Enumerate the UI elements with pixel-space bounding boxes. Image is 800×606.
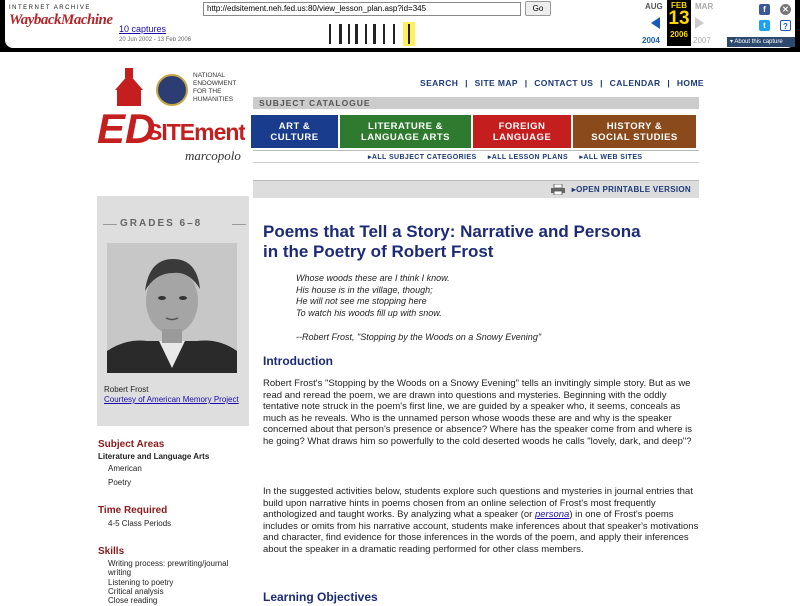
learning-objectives-heading: Learning Objectives: [263, 590, 378, 604]
timeline-bar[interactable]: [365, 24, 367, 44]
page-title: [263, 222, 703, 262]
poem-line: His house is in the village, though;: [296, 284, 433, 295]
logo-ed-text: ED: [97, 105, 156, 152]
photo-caption-name: Robert Frost: [104, 385, 149, 394]
page-title-line: Poems that Tell a Story: Narrative and Persona: [263, 222, 641, 241]
all-web-sites-link[interactable]: ▸ALL WEB SITES: [579, 154, 643, 161]
persona-link[interactable]: persona: [534, 509, 570, 520]
nav-separator: |: [667, 78, 671, 88]
neh-label[interactable]: [193, 72, 236, 104]
nav-separator: |: [465, 78, 468, 88]
category-line: SOCIAL STUDIES: [591, 132, 678, 143]
category-history-social-studies[interactable]: [572, 114, 697, 149]
skill-item: writing: [108, 568, 132, 577]
subject-item: Poetry: [108, 478, 132, 487]
subject-main: Literature and Language Arts: [98, 452, 210, 461]
subject-catalogue-bar: [253, 97, 699, 109]
poem-line: Whose woods these are I think I know.: [296, 273, 450, 283]
skill-item: Critical analysis: [108, 587, 164, 596]
neh-line: HUMANITIES: [193, 96, 234, 103]
subject-areas-heading: Subject Areas: [98, 439, 165, 450]
bell-tower-icon: [125, 68, 133, 78]
open-printable-version-label: OPEN PRINTABLE VERSION: [576, 185, 691, 194]
wayback-logo[interactable]: [9, 5, 113, 39]
nav-contact-us[interactable]: CONTACT US: [534, 78, 594, 88]
grades-rule: [232, 224, 246, 225]
help-icon[interactable]: ?: [780, 20, 791, 31]
robert-frost-photo: [107, 243, 237, 373]
grades-rule: [103, 224, 117, 225]
timeline-bar[interactable]: [329, 24, 331, 44]
poem-line: He will not see me stopping here: [296, 296, 427, 306]
wayback-next-month: MAR: [695, 2, 714, 11]
wayback-url-input[interactable]: http://edsitement.neh.fed.us:80/view_lesson_plan.asp?id=345: [203, 2, 521, 16]
intro-paragraph-2: [263, 486, 703, 555]
time-required-heading: Time Required: [98, 505, 168, 516]
photo-credit-link[interactable]: Courtesy of American Memory Project: [104, 395, 239, 404]
category-art-culture[interactable]: [250, 114, 339, 149]
logo-site-text: SITEment: [147, 119, 245, 145]
category-line: ART &: [278, 121, 311, 132]
skill-item: Writing process: prewriting/journal: [108, 559, 229, 568]
sub-nav: [368, 153, 652, 161]
about-capture-label: About this capture: [734, 39, 783, 45]
introduction-heading: Introduction: [263, 354, 333, 368]
nav-home[interactable]: HOME: [676, 78, 704, 88]
intro-paragraph-1: Robert Frost's "Stopping by the Woods on a Snowy Evening" tells an invitingly simple story. But as we read and reread the poem, we are drawn into questions and mysteries. Beginning with the oddly tentative note struck in the poem's first line, we are guided by a speaker who, it seems, conceals as much as he reveals. Who is the unnamed person whose woods these are and why is the speaker concerned about that person's presence or absence? Where has the speaker come from and where is he going? What draws him so powerfully to the cold deserted woods he calls "lovely, dark, and deep"?: [263, 378, 693, 447]
category-line: HISTORY &: [606, 121, 663, 132]
next-capture-arrow-icon: [695, 17, 704, 29]
top-nav: [420, 78, 708, 88]
wayback-current-capture: [667, 0, 691, 46]
category-foreign-language[interactable]: [472, 114, 572, 149]
neh-line: ENDOWMENT: [193, 80, 237, 87]
timeline-bar[interactable]: [383, 24, 385, 44]
current-year: 2006: [670, 30, 688, 39]
facebook-icon[interactable]: f: [759, 4, 770, 15]
wayback-prev-year[interactable]: 2004: [642, 36, 660, 45]
nav-separator: |: [524, 78, 528, 88]
neh-seal-icon[interactable]: [156, 74, 188, 106]
divider: [253, 162, 699, 163]
skill-item: Listening to poetry: [108, 578, 174, 587]
logo-sub-text: marcopolo: [185, 148, 241, 163]
category-line: LITERATURE &: [368, 121, 443, 132]
poem-excerpt: [296, 273, 450, 319]
all-subject-categories-link[interactable]: ▸ALL SUBJECT CATEGORIES: [368, 154, 477, 161]
photo-caption: [104, 385, 244, 405]
current-month: FEB: [671, 1, 687, 10]
wayback-capture-timeline[interactable]: [203, 22, 635, 46]
schoolhouse-wall-icon: [117, 90, 141, 106]
nav-calendar[interactable]: CALENDAR: [609, 78, 661, 88]
poem-attribution: --Robert Frost, "Stopping by the Woods on a Snowy Evening": [296, 332, 542, 342]
skill-item: Close reading: [108, 596, 158, 605]
close-icon[interactable]: ✕: [780, 4, 791, 15]
category-line: LANGUAGE: [492, 132, 552, 143]
neh-line: NATIONAL: [193, 72, 226, 79]
timeline-bar[interactable]: [393, 24, 395, 44]
category-line: FOREIGN: [498, 121, 546, 132]
category-line: LANGUAGE ARTS: [360, 132, 450, 143]
subject-catalogue-title: SUBJECT CATALOGUE: [259, 98, 371, 108]
all-lesson-plans-link[interactable]: ▸ALL LESSON PLANS: [487, 154, 569, 161]
neh-line: FOR THE: [193, 88, 222, 95]
about-capture-button[interactable]: ▾ About this capture: [727, 37, 795, 47]
printer-icon[interactable]: [551, 184, 565, 195]
nav-separator: |: [600, 78, 603, 88]
wayback-logo-top: INTERNET ARCHIVE: [9, 5, 91, 11]
timeline-bar[interactable]: [348, 24, 350, 44]
open-printable-version-link[interactable]: ▸OPEN PRINTABLE VERSION: [571, 185, 691, 194]
wayback-toolbar: [0, 0, 800, 52]
twitter-icon[interactable]: t: [759, 20, 770, 31]
nav-search[interactable]: SEARCH: [420, 78, 459, 88]
timeline-bar[interactable]: [339, 24, 342, 44]
wayback-go-button[interactable]: Go: [525, 1, 551, 16]
time-required-value: 4-5 Class Periods: [108, 519, 172, 528]
wayback-captures-link[interactable]: 10 captures: [119, 24, 167, 34]
timeline-bar[interactable]: [408, 24, 410, 44]
timeline-bar[interactable]: [373, 24, 376, 44]
category-line: CULTURE: [270, 132, 319, 143]
nav-site-map[interactable]: SITE MAP: [474, 78, 518, 88]
portrait-image: [107, 243, 237, 373]
intro-p2-text: In the suggested activities below, students explore such questions and mysteries in journal entries that build upon narrative hints in poems chosen from an online selection of Frost's most frequently anthologized and taught works. By analyzing what a speaker (or: [263, 486, 693, 520]
grades-label: GRADES 6–8: [120, 218, 203, 229]
wayback-next-year: 2007: [693, 36, 711, 45]
category-literature-language-arts[interactable]: [339, 114, 472, 149]
wayback-prev-month[interactable]: AUG: [645, 2, 663, 11]
page-title-line: in the Poetry of Robert Frost: [263, 242, 494, 261]
divider: [253, 150, 699, 151]
wayback-logo-main: WaybackMachine: [9, 12, 113, 28]
skills-heading: Skills: [98, 546, 125, 557]
prev-capture-arrow-icon[interactable]: [651, 17, 660, 29]
wayback-toolbar-panel: [5, 0, 795, 48]
subject-item: American: [108, 464, 142, 473]
timeline-bar[interactable]: [355, 24, 358, 44]
intro-p2-text: ) in one of Frost's poems includes or omits from his narrative account, students make inferences about that speaker's motivations and character, find evidence for those inferences in the words of the poem, and apply their inferences about the speaker in a dramatic reading performed for other class members.: [263, 509, 699, 555]
wayback-date-range: 20 Jun 2002 - 13 Feb 2006: [119, 37, 192, 43]
current-day: 13: [668, 8, 690, 29]
printable-version-bar: [253, 180, 699, 198]
poem-line: To watch his woods fill up with snow.: [296, 307, 442, 318]
